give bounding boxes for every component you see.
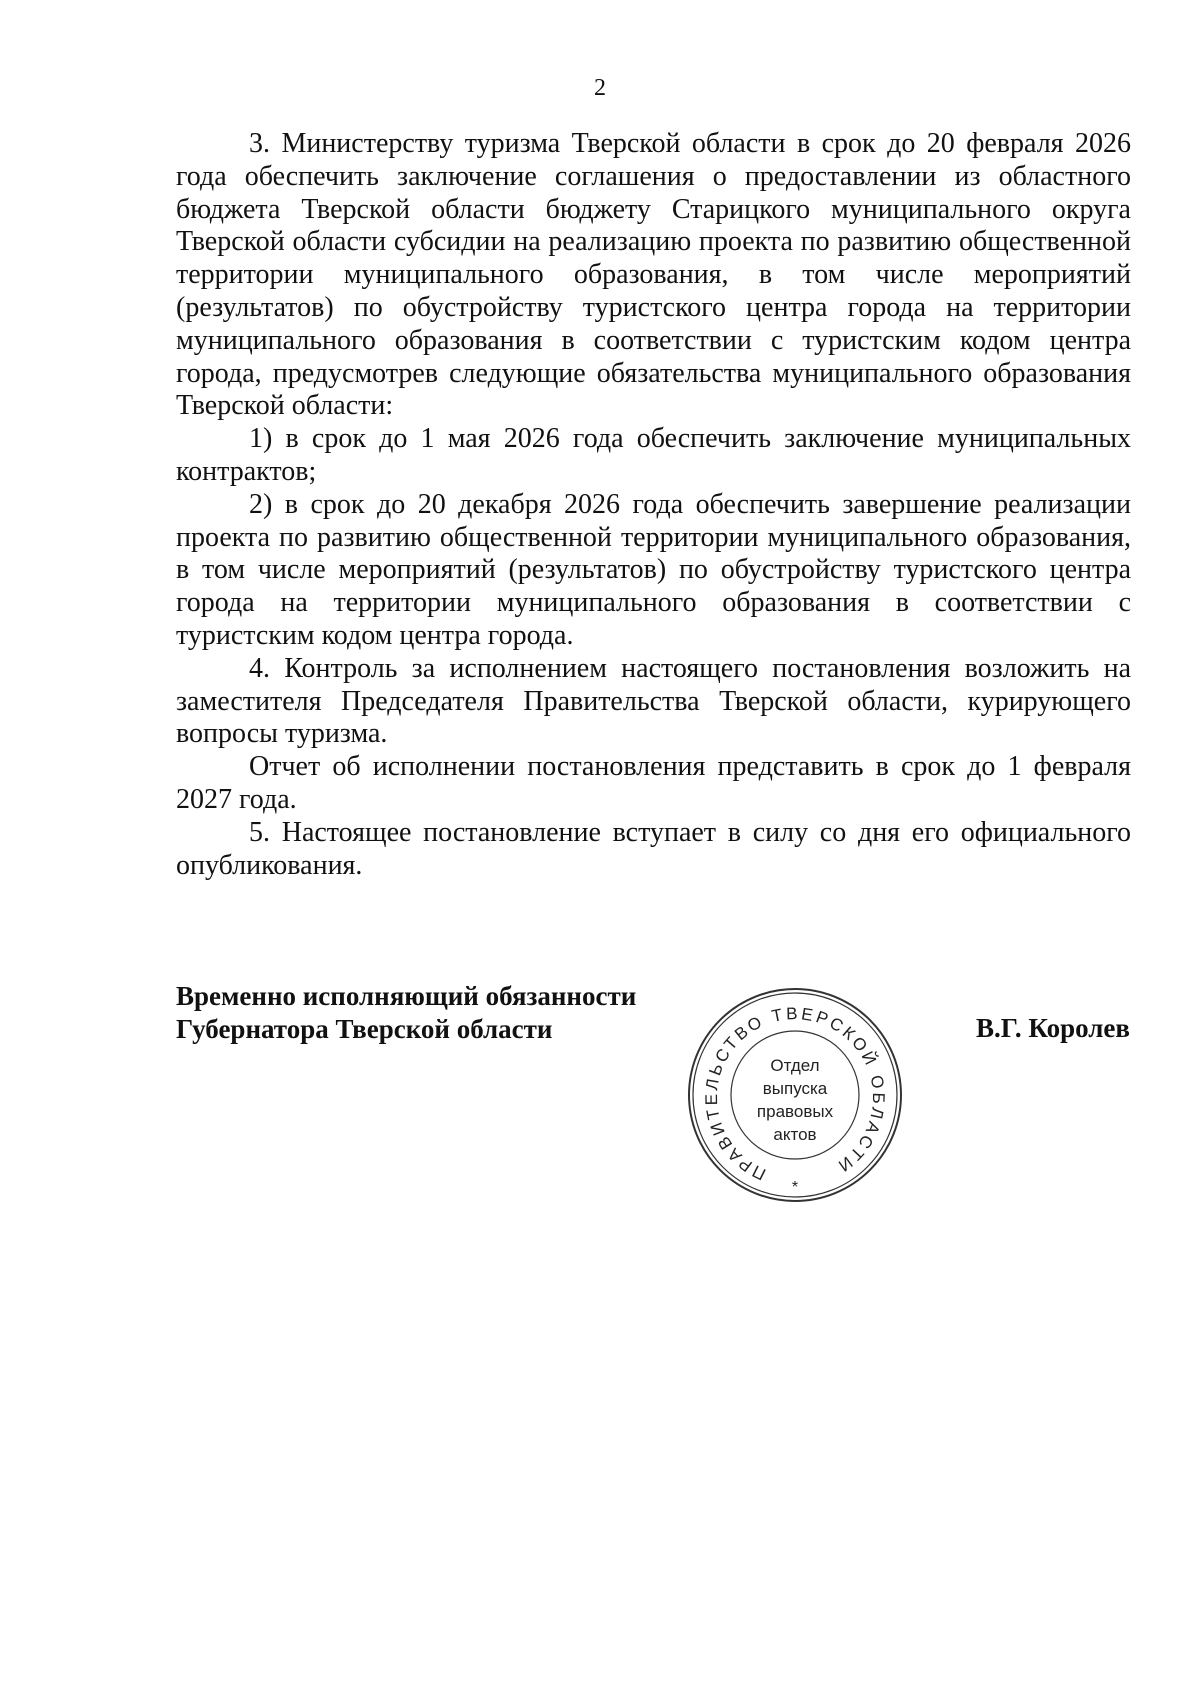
paragraph-item-5: 5. Настоящее постановление вступает в силу со дня его официального опубликования. xyxy=(176,816,1131,881)
seal-center-text xyxy=(737,1054,853,1146)
signatory-title xyxy=(176,980,636,1046)
signatory-title-line-1: Временно исполняющий обязанности xyxy=(176,981,637,1011)
seal-center-line-4: актов xyxy=(773,1125,817,1144)
seal-ring-text: ПРАВИТЕЛЬСТВО ТВЕРСКОЙ ОБЛАСТИ xyxy=(701,1004,889,1184)
paragraph-item-4: 4. Контроль за исполнением настоящего постановления возложить на заместителя Председателя Правительства Тверской области, курирующего вопросы туризма. xyxy=(176,652,1131,750)
signatory-name: В.Г. Королев xyxy=(976,1013,1130,1043)
seal-star: * xyxy=(791,1179,799,1196)
signatory-title-line-2: Губернатора Тверской области xyxy=(176,1014,553,1044)
paragraph-subitem-2: 2) в срок до 20 декабря 2026 года обеспечить завершение реализации проекта по развитию общественной территории муниципального образования, в том числе мероприятий (результатов) по обустройству туристского центра города на территории муниципального образования в соответствии с туристским кодом центра города. xyxy=(176,488,1131,651)
paragraph-report: Отчет об исполнении постановления представить в срок до 1 февраля 2027 года. xyxy=(176,751,1131,815)
seal-center-line-1: Отдел xyxy=(770,1056,820,1075)
paragraph-subitem-1: 1) в срок до 1 мая 2026 года обеспечить заключение муниципальных контрактов; xyxy=(176,423,1131,487)
document-body xyxy=(176,128,1131,882)
seal-center-line-2: выпуска xyxy=(762,1079,828,1098)
paragraph-item-3: 3. Министерству туризма Тверской области в срок до 20 февраля 2026 года обеспечить заключение соглашения о предоставлении из областного бюджета Тверской области бюджету Старицкого муниципального округа Тверской области субсидии на реализацию проекта по развитию общественной территории муниципального образования, в том числе мероприятий (результатов) по обустройству туристского центра города на территории муниципального образования в соответствии с туристским кодом центра города, предусмотрев следующие обязательства муниципального образования Тверской области: xyxy=(176,128,1131,422)
page-number: 2 xyxy=(594,75,606,101)
seal-center-line-3: правовых xyxy=(756,1102,834,1121)
